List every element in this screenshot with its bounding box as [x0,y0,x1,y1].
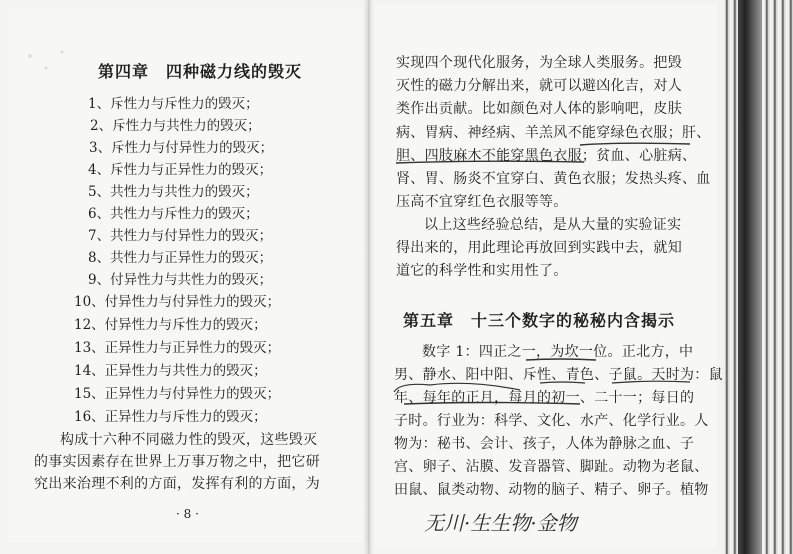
list-item: 2、斥性力与共性力的毁灭； [90,118,261,134]
left-chapter-title: 第四章 四种磁力线的毁灭 [98,62,303,81]
list-item: 13、正异性力与正异性力的毁灭； [74,340,281,356]
body-text-line: 宫、卵子、沾膜、发音器管、脚趾。动物为老鼠、 [394,459,709,475]
body-text-line: 得出来的，用此理论再放回到实践中去，就知 [396,240,682,256]
list-item: 9、付异性力与共性力的毁灭； [88,272,273,288]
list-item: 6、共性力与斥性力的毁灭； [88,206,259,222]
list-item: 14、正异性力与共性力的毁灭； [74,363,267,379]
list-item: 16、正异性力与斥性力的毁灭； [74,409,267,425]
body-text-line: 子时。行业为：科学、文化、水产、化学行业。人 [394,413,709,429]
body-text-line: 男、静水、阳中阳、斥性、青色、子鼠。天时为：鼠 [394,367,723,383]
scan-noise [14,40,94,80]
body-text-line: 构成十六种不同磁力性的毁灭，这些毁灭 [60,432,318,448]
page-number: · 8 · [176,507,199,521]
body-text-line: 究出来治理不利的方面，发挥有利的方面，为 [34,476,320,492]
body-text-line: 压高不宜穿红色衣服等等。 [396,194,568,210]
list-item: 4、斥性力与正异性力的毁灭； [88,162,273,178]
list-item: 15、正异性力与付异性力的毁灭； [74,386,281,402]
body-text-line: 胆、四肢麻木不能穿黑色衣服；贫血、心脏病、 [396,148,697,164]
body-text-line: 物为：秘书、会计、孩子，人体为静脉之血、子 [394,436,695,452]
list-item: 10、付异性力与付异性力的毁灭； [74,294,281,310]
body-text-line: 病、胃病、神经病、羊羔风不能穿绿色衣服；肝、 [396,125,711,141]
list-item: 8、共性力与正异性力的毁灭； [88,250,273,266]
body-text-line: 田鼠、鼠类动物、动物的脑子、精子、卵子。植物 [394,482,709,498]
book-gutter [363,0,375,554]
body-text-line: 以上这些经验总结，是从大量的实验证实 [424,217,682,233]
list-item: 3、斥性力与付异性力的毁灭； [89,140,274,156]
body-text-line: 灭性的磁力分解出来，就可以避凶化吉，对人 [396,78,682,94]
body-text-line: 道它的科学性和实用性了。 [396,263,568,279]
list-item: 7、共性力与付异性力的毁灭； [88,228,273,244]
body-text-line: 的事实因素存在世界上万事万物之中，把它研 [34,454,320,470]
handwritten-note: 无川·生生物·金物 [424,511,577,535]
book-spine-shadow [738,0,762,554]
body-text-line: 年、每年的正月，每月的初一、二十一；每日的 [394,390,695,406]
list-item: 12、付异性力与斥性力的毁灭； [74,317,267,333]
body-text-line: 肾、胃、肠炎不宜穿白、黄色衣服；发热头疼、血 [396,171,711,187]
list-item: 5、共性力与共性力的毁灭； [88,184,259,200]
body-text-line: 类作出贡献。比如颜色对人体的影响吧，皮肤 [396,101,682,117]
body-text-line: 数字 1：四正之一，为坎一位。正北方，中 [422,344,694,360]
right-chapter-title: 第五章 十三个数字的秘秘内含揭示 [403,311,676,330]
body-text-line: 实现四个现代化服务，为全球人类服务。把毁 [396,55,682,71]
list-item: 1、斥性力与斥性力的毁灭； [88,96,259,112]
